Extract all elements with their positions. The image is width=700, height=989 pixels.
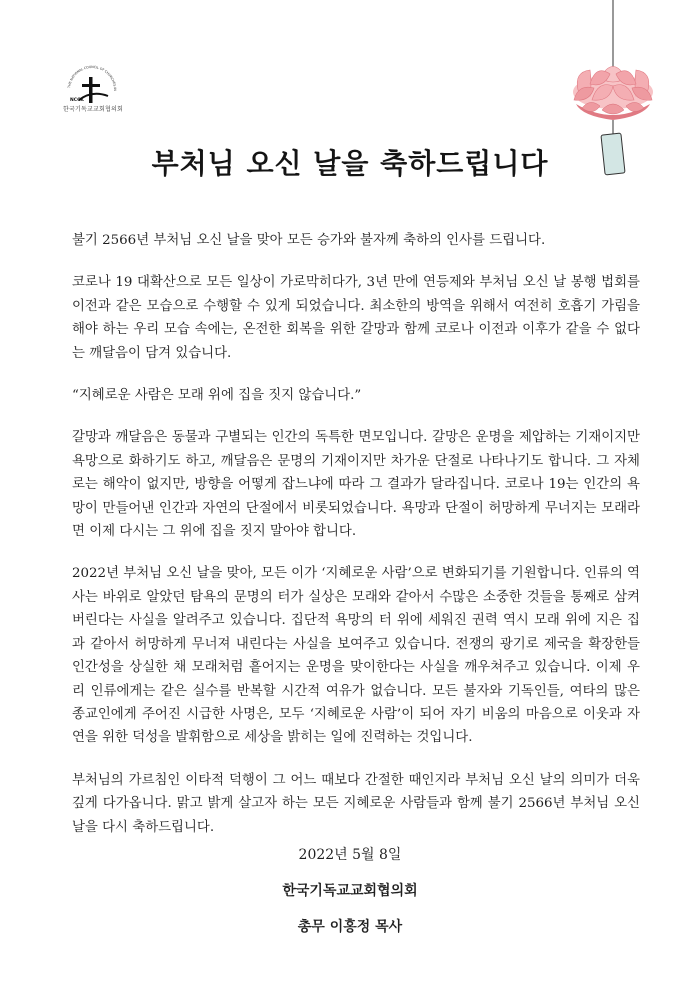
signer-name: 총무 이홍정 목사 <box>297 919 403 935</box>
paragraph-desire: 갈망과 깨달음은 동물과 구별되는 인간의 독특한 면모입니다. 갈망은 운명을 제압하는 기재이지만 욕망으로 화하기도 하고, 깨달음은 문명의 기재이지만 차가운 단절로 나타나기도 합니다. 그 자체로는 해악이 없지만, 방향을 어떻게 잡느냐에 따라 그 결과가 달라집니다. 코로나 19는 인간의 욕망이 만들어낸 인간과 자연의 단절에서 비롯되었습니다. 욕망과 단절이 허망하게 무너지는 모래라면 이제 다시는 그 위에 집을 짓지 말아야 합니다. <box>72 430 640 540</box>
paragraph-greeting: 불기 2566년 부처님 오신 날을 맞아 모든 승가와 불자께 축하의 인사를 드립니다. <box>72 233 546 248</box>
letter-body <box>72 229 640 858</box>
logo-org-name: 한국기독교교회협의회 <box>63 106 123 113</box>
paragraph-quote: “지혜로운 사람은 모래 위에 집을 짓지 않습니다.” <box>72 388 362 404</box>
logo-mark-text: NCCK <box>70 98 84 103</box>
paragraph-closing: 부처님의 가르침인 이타적 덕행이 그 어느 때보다 간절한 때인지라 부처님 오신 날의 의미가 더욱 깊게 다가옵니다. 맑고 밝게 살고자 하는 모든 지혜로운 사람들과 함께 불기 2566년 부처님 오신 날을 다시 축하드립니다. <box>72 772 640 835</box>
logo-arc-text: THE NATIONAL COUNCIL OF CHURCHES IN <box>67 64 118 91</box>
page-title: 부처님 오신 날을 축하드립니다 <box>151 147 549 180</box>
paragraph-wish: 2022년 부처님 오신 날을 맞아, 모든 이가 ‘지혜로운 사람’으로 변화되기를 기원합니다. 인류의 역사는 바위로 알았던 탐욕의 문명의 터가 실상은 모래와 같아서 수많은 소중한 것들을 통째로 삼켜버린다는 사실을 알려주고 있습니다. 집단적 욕망의 터 위에 세워진 권력 역시 모래 위에 지은 집과 같아서 허망하게 무너져 내린다는 사실을 보여주고 있습니다. 전쟁의 광기로 제국을 확장한들 인간성을 상실한 채 모래처럼 흩어지는 운명을 맞이한다는 사실을 깨우쳐주고 있습니다. 이제 우리 인류에게는 같은 실수를 반복할 시간적 여유가 없습니다. 모든 불자와 기독인들, 여타의 많은 종교인에게 주어진 시급한 사명은, 모두 ‘지혜로운 사람’이 되어 자기 비움의 마음으로 이웃과 자연을 위한 덕성을 발휘함으로 세상을 밝히는 일에 진력하는 것입니다. <box>72 566 640 746</box>
paragraph-covid: 코로나 19 대확산으로 모든 일상이 가로막히다가, 3년 만에 연등제와 부처님 오신 날 봉행 법회를 이전과 같은 모습으로 수행할 수 있게 되었습니다. 최소한의 방역을 위해서 여전히 호흡기 가림을 해야 하는 우리 모습 속에는, 온전한 회복을 위한 갈망과 함께 코로나 이전과 이후가 같을 수 없다는 깨달음이 담겨 있습니다. <box>72 275 640 361</box>
organization-name: 한국기독교교회협의회 <box>282 883 418 899</box>
letter-date: 2022년 5월 8일 <box>298 847 402 863</box>
